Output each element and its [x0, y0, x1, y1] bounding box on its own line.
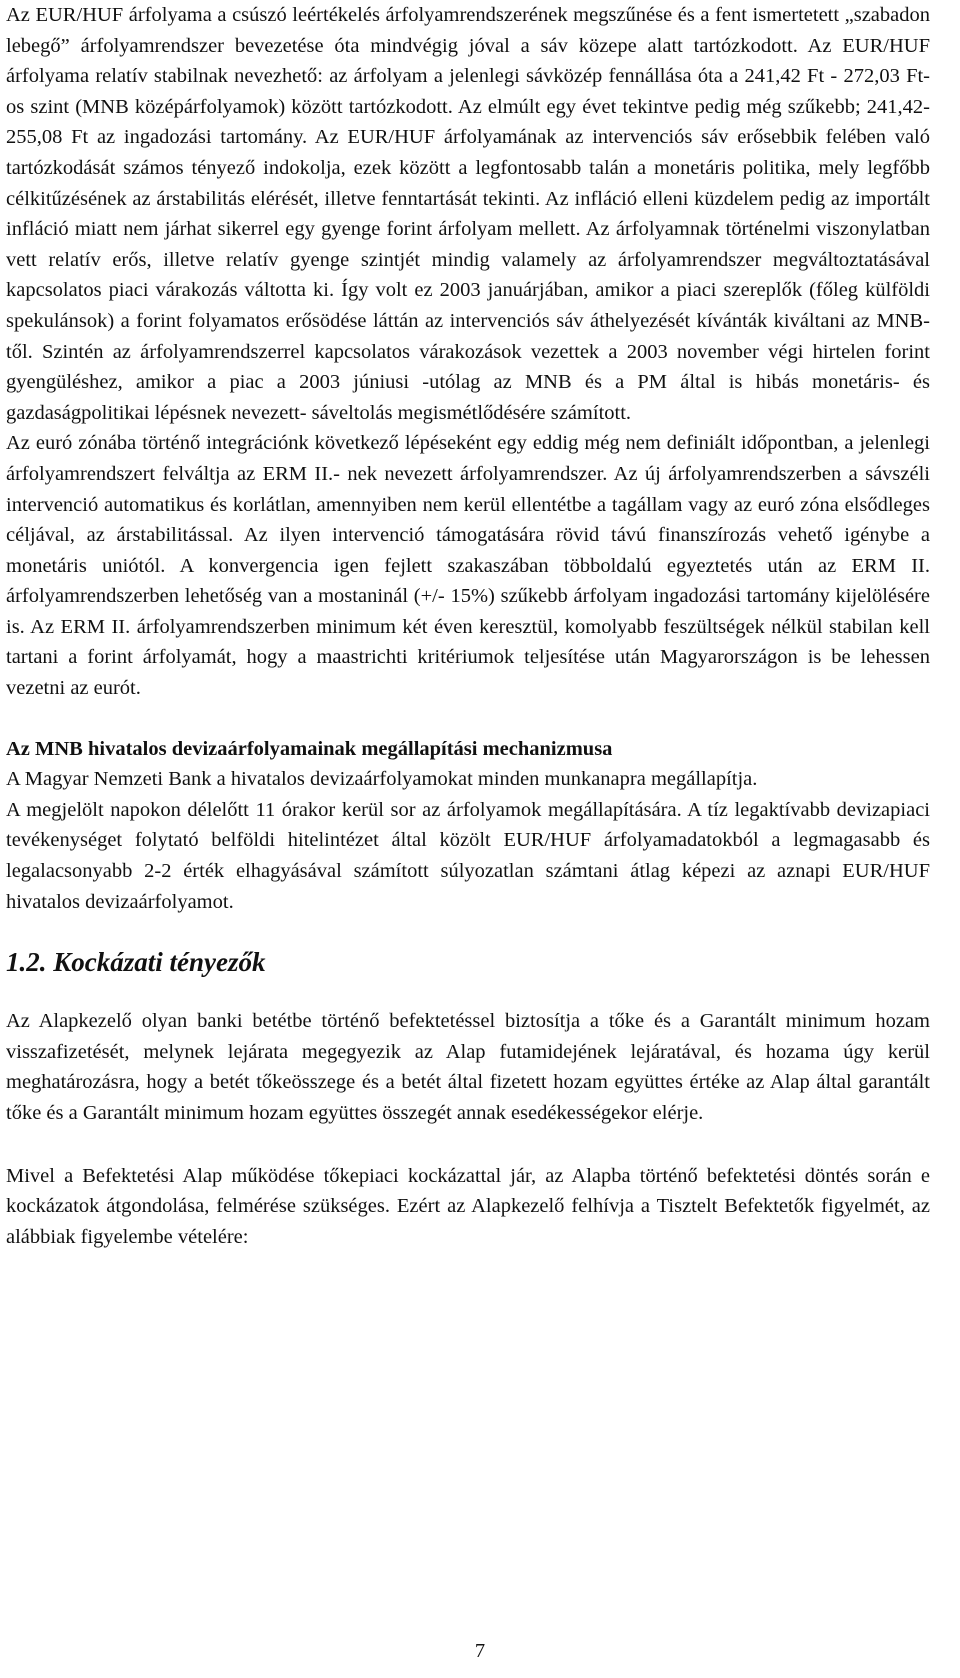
paragraph-erm2: Az euró zónába történő integrációnk következő lépéseként egy eddig még nem definiált időpontban, a jelenlegi árfolyamrendszert felváltja az ERM II.- nek nevezett árfolyamrendszer. Az új árfolyamrendszerben a sávszéli intervenció automatikus és korlátlan, amennyiben nem kerül ellentétbe a tagállam vagy az euró zóna elsődleges céljával, az árstabilitással. Az ilyen intervenció támogatására rövid távú finanszírozás vehető igénybe a monetáris uniótól. A konvergencia igen fejlett szakaszában többoldalú egyeztetés után az ERM II. árfolyamrendszerben lehetőség van a mostaninál (+/- 15%) szűkebb árfolyam ingadozási tartomány kijelölésére is. Az ERM II. árfolyamrendszerben minimum két éven keresztül, komolyabb feszültségek nélkül stabilan kell tartani a forint árfolyamát, hogy a maastrichti kritériumok teljesítése után Magyarországon is be lehessen vezetni az eurót.: [6, 432, 930, 700]
paragraph-exchange-rate-history: Az EUR/HUF árfolyama a csúszó leértékelés árfolyamrendszerének megszűnése és a fent ismertetett „szabadon lebegő” árfolyamrendszer bevezetése óta mindvégig jóval a sáv közepe alatt tartózkodott. Az EUR/HUF árfolyama relatív stabilnak nevezhető: az árfolyam a jelenlegi sávközép fennállása óta a 241,42 Ft - 272,03 Ft-os szint (MNB középárfolyamok) között tartózkodott. Az elmúlt egy évet tekintve pedig még szűkebb; 241,42- 255,08 Ft az ingadozási tartomány. Az EUR/HUF árfolyamának az intervenciós sáv erősebbik felében való tartózkodását számos tényező indokolja, ezek között a legfontosabb talán a monetáris politika, mely legfőbb célkitűzésének az árstabilitás elérését, illetve fenntartását tekinti. Az infláció elleni küzdelem pedig az importált infláció miatt nem járhat sikerrel egy gyenge forint árfolyam mellett. Az árfolyamnak történelmi viszonylatban vett relatív erős, illetve relatív gyenge szintjét mindig valamely az árfolyamrendszer megváltoztatásával kapcsolatos piaci várakozás váltotta ki. Így volt ez 2003 januárjában, amikor a piaci szereplők (főleg külföldi spekulánsok) a forint folyamatos erősödése láttán az intervenciós sáv áthelyezését kívánták kiváltani az MNB-től. Szintén az árfolyamrendszerrel kapcsolatos várakozások vezettek a 2003 november végi hirtelen forint gyengüléshez, amikor a piac a 2003 júniusi -utólag az MNB és a PM által is hibás monetáris- és gazdaságpolitikai lépésnek nevezett- sáveltolás megismétlődésére számított.: [6, 4, 930, 424]
section-title-risk-factors: 1.2. Kockázati tényezők: [6, 947, 266, 978]
paragraph-risk-notice: Mivel a Befektetési Alap működése tőkepiaci kockázattal jár, az Alapba történő befektetési döntés során e kockázatok átgondolása, felmérése szükséges. Ezért az Alapkezelő felhívja a Tisztelt Befektetők figyelmét, az alábbiak figyelembe vételére:: [6, 1164, 930, 1248]
page-number: 7: [474, 1640, 486, 1662]
paragraph-mnb-method: A megjelölt napokon délelőtt 11 órakor kerül sor az árfolyamok megállapítására. A tíz legaktívabb devizapiaci tevékenységet folytató belföldi hitelintézet által közölt EUR/HUF árfolyamadatokból a legmagasabb és legalacsonyabb 2-2 érték elhagyásával számított súlyozatlan számtani átlag képezi az aznapi EUR/HUF hivatalos devizaárfolyamot.: [6, 798, 930, 913]
paragraph-guarantee: Az Alapkezelő olyan banki betétbe történő befektetéssel biztosítja a tőke és a Garantált minimum hozam visszafizetését, melynek lejárata megegyezik az Alap futamidejének lejáratával, és hozama úgy kerül meghatározásra, hogy a betét tőkeösszege és a betét által fizetett hozam együttes értéke az Alap által garantált tőke és a Garantált minimum hozam együttes összegét annak esedékességekor elérje.: [6, 1010, 930, 1124]
section-heading-mnb-rates: Az MNB hivatalos devizaárfolyamainak megállapítási mechanizmusa: [6, 737, 613, 760]
paragraph-mnb-daily: A Magyar Nemzeti Bank a hivatalos devizaárfolyamokat minden munkanapra megállapítja.: [6, 768, 758, 791]
